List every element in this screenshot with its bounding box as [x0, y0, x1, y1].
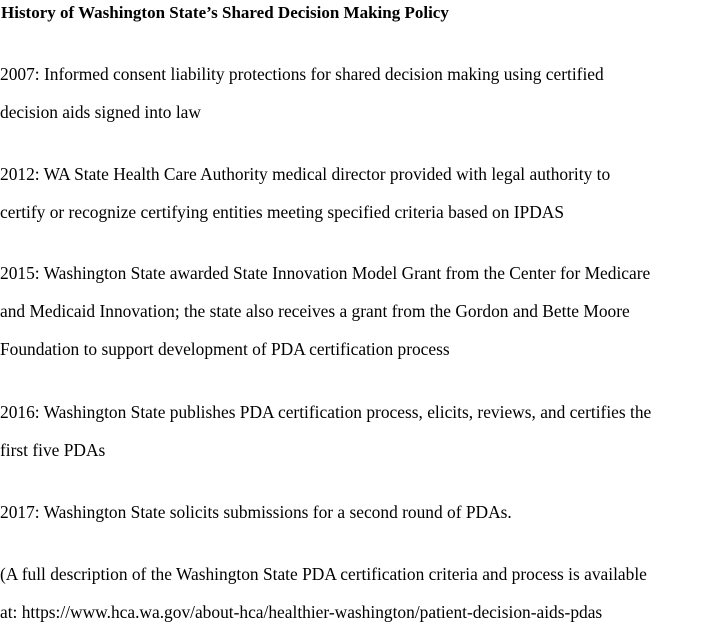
entry-line: 2012: WA State Health Care Authority medical director provided with legal authority to: [0, 164, 611, 184]
entry-line: Foundation to support development of PDA certification process: [0, 339, 450, 359]
full-description-note: [0, 555, 710, 631]
history-entry-2007: [0, 55, 710, 131]
entry-line: and Medicaid Innovation; the state also receives a grant from the Gordon and Bette Moore: [0, 301, 630, 321]
history-entry-2016: [0, 393, 710, 469]
history-entry-2017: [0, 493, 710, 531]
entry-line: 2007: Informed consent liability protections for shared decision making using certified: [0, 64, 604, 84]
history-entry-2012: [0, 155, 710, 231]
page-title: History of Washington State’s Shared Decision Making Policy: [1, 3, 449, 22]
entry-line: certify or recognize certifying entities meeting specified criteria based on IPDAS: [0, 202, 565, 222]
entry-line: decision aids signed into law: [0, 102, 201, 122]
entry-line: at: https://www.hca.wa.gov/about-hca/healthier-washington/patient-decision-aids-pdas: [0, 602, 603, 622]
entry-line: (A full description of the Washington State PDA certification criteria and process is available: [0, 564, 647, 584]
entry-line: 2017: Washington State solicits submissions for a second round of PDAs.: [0, 502, 512, 522]
entry-line: first five PDAs: [0, 440, 106, 460]
entry-line: 2016: Washington State publishes PDA certification process, elicits, reviews, and certifies the: [0, 402, 652, 422]
history-entry-2015: [0, 254, 710, 368]
entry-line: 2015: Washington State awarded State Innovation Model Grant from the Center for Medicare: [0, 263, 651, 283]
